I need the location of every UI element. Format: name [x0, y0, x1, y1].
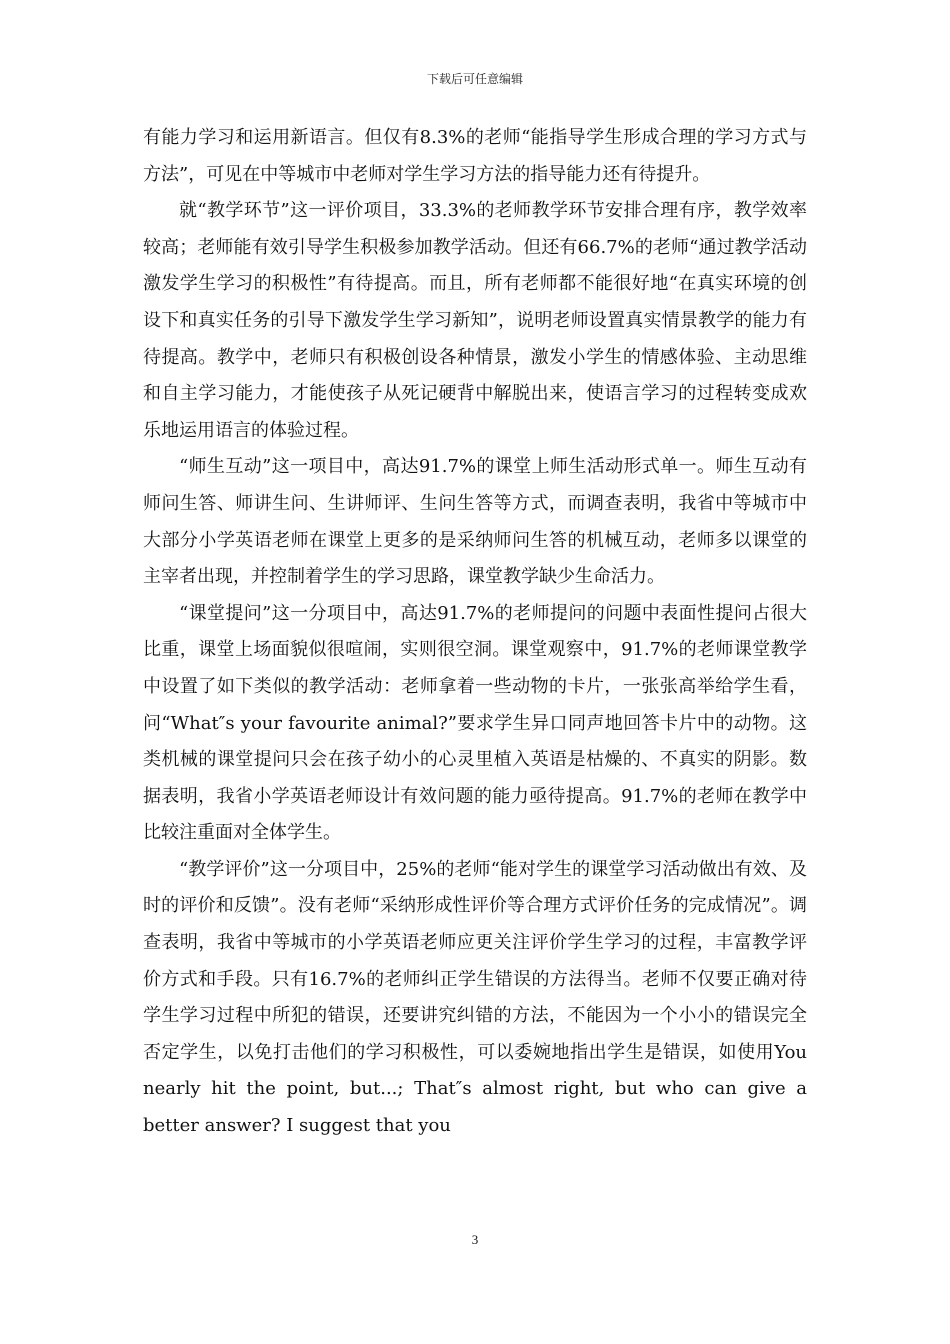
page-number: 3	[471, 1232, 479, 1247]
paragraph-3: “师生互动”这一项目中，高达91.7%的课堂上师生活动形式单一。师生互动有师问生答、师讲生问、生讲师评、生问生答等方式，而调查表明，我省中等城市中大部分小学英语老师在课堂上更多的是采纳师问生答的机械互动，老师多以课堂的主宰者出现，并控制着学生的学习思路，课堂教学缺少生命活力。	[143, 456, 807, 588]
paragraph-1: 有能力学习和运用新语言。但仅有8.3%的老师“能指导学生形成合理的学习方式与方法”，可见在中等城市中老师对学生学习方法的指导能力还有待提升。	[143, 127, 807, 185]
paragraph-2: 就“教学环节”这一评价项目，33.3%的老师教学环节安排合理有序，教学效率较高；老师能有效引导学生积极参加教学活动。但还有66.7%的老师“通过教学活动激发学生学习的积极性”有待提高。而且，所有老师都不能很好地“在真实环境的创设下和真实任务的引导下激发学生学习新知”，说明老师设置真实情景教学的能力有待提高。教学中，老师只有积极创设各种情景，激发小学生的情感体验、主动思维和自主学习能力，才能使孩子从死记硬背中解脱出来，使语言学习的过程转变成欢乐地运用语言的体验过程。	[143, 200, 807, 441]
paragraph-5: “教学评价”这一分项目中，25%的老师“能对学生的课堂学习活动做出有效、及时的评价和反馈”。没有老师“采纳形成性评价等合理方式评价任务的完成情况”。调查表明，我省中等城市的小学英语老师应更关注评价学生学习的过程，丰富教学评价方式和手段。只有16.7%的老师纠正学生错误的方法得当。老师不仅要正确对待学生学习过程中所犯的错误，还要讲究纠错的方法，不能因为一个小小的错误完全否定学生，以免打击他们的学习积极性，可以委婉地指出学生是错误，如使用You nearly hit the point, but...; That″s almost right, but who can give a better answer? I suggest that you	[143, 858, 807, 1137]
paragraph-4: “课堂提问”这一分项目中，高达91.7%的老师提问的问题中表面性提问占很大比重，课堂上场面貌似很喧闹，实则很空洞。课堂观察中，91.7%的老师课堂教学中设置了如下类似的教学活动：老师拿着一些动物的卡片，一张张高举给学生看，问“What″s your favourite animal?”要求学生异口同声地回答卡片中的动物。这类机械的课堂提问只会在孩子幼小的心灵里植入英语是枯燥的、不真实的阴影。数据表明，我省小学英语老师设计有效问题的能力亟待提高。91.7%的老师在教学中比较注重面对全体学生。	[143, 602, 807, 844]
document-body	[143, 120, 807, 1145]
page-header: 下载后可任意编辑	[426, 72, 523, 86]
